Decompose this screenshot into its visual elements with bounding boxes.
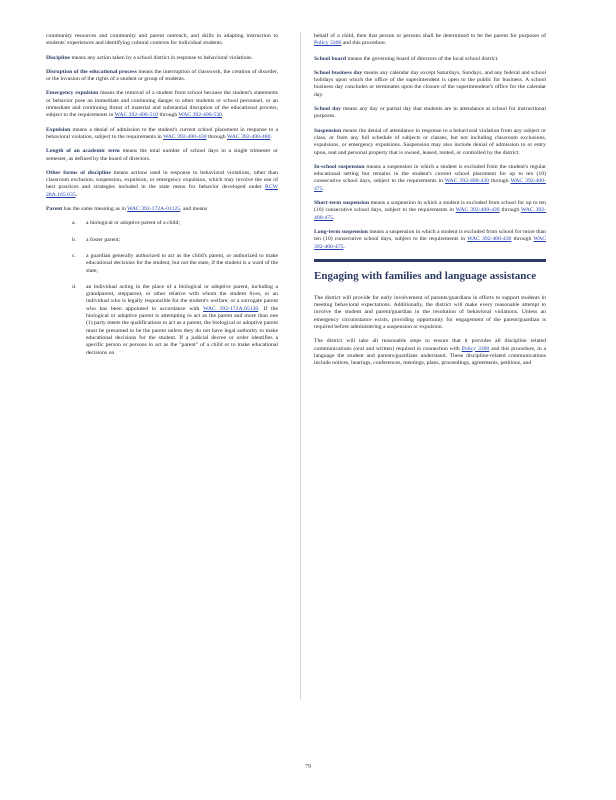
def-long-term-suspension (314, 229, 546, 251)
term-expulsion: Expulsion (46, 126, 71, 133)
def-text: means a suspension in which a student is excluded from school for more than ten (10) consecutive school days, subject to the requirements in (314, 228, 546, 243)
def-parent (46, 206, 278, 213)
def-in-school-suspension (314, 164, 546, 193)
def-school-board (314, 56, 546, 63)
list-item-text: an individual acting in the place of a biological or adoptive parent, including a grandparent, stepparent, or other relative with whom the student lives, or an individual who is legally responsible for the student's welfare; or a surrogate parent who has been appointed in accordance with (86, 283, 278, 312)
def-text: means the governing board of directors of the local school district. (347, 55, 499, 62)
link-wac-392-400-430[interactable]: WAC 392-400-430 (455, 207, 500, 214)
language-paragraph (314, 338, 546, 367)
link-wac-392-172a-05130[interactable]: WAC 392-172A.05130 (203, 305, 259, 312)
def-expulsion (46, 127, 278, 142)
def-text: , and means (180, 206, 208, 213)
def-text: . (75, 191, 78, 198)
def-text: means the interruption of classwork, the creation of disorder, or the invasion of the rights of a student or group of students. (46, 68, 278, 83)
def-text: through (490, 178, 509, 185)
list-item (46, 237, 278, 244)
def-emergency-expulsion (46, 90, 278, 119)
parent-definition-list (46, 220, 278, 356)
def-text: means actions used in response to behavioral violations, other than classroom exclusion, suspension, expulsion, or emergency expulsion, which may involve the use of best practices and strategies included in the state menu for behavior developed under (46, 169, 279, 191)
def-text: means a denial of admission to the student's current school placement in response to a behavioral violation, subject to the requirements in (46, 126, 279, 140)
list-item-text: a guardian generally authorized to act as the child's parent, or authorized to make educational decisions for the student, but not the state, if the student is a ward of the state; (86, 252, 278, 274)
link-wac-392-400-480[interactable]: WAC 392-400-480 (227, 133, 271, 140)
def-text: and this procedure. (342, 40, 387, 47)
def-text: through (159, 112, 178, 119)
list-marker: d. (72, 283, 77, 290)
def-text: . (270, 133, 272, 140)
def-text: means any calendar day except Saturdays, Sundays, and any federal and school holidays upon which the office of the superintendent is open to the public for business. A school business day concludes or terminates upon the closure of the superintendent's office for the calendar day. (314, 69, 547, 98)
list-item-text: a biological or adoptive parent of a child; (86, 220, 180, 227)
link-wac-392-400-530[interactable]: WAC 392-400-530 (178, 112, 222, 119)
link-wac-392-400-475[interactable]: WAC 392-400-475 (314, 178, 546, 192)
def-text: . (322, 185, 324, 192)
list-item (46, 253, 278, 275)
def-short-term-suspension (314, 200, 546, 222)
link-policy-3300[interactable]: Policy 3300 (461, 345, 490, 352)
def-text: means the total number of school days in a single trimester or semester, as defined by the board of directors. (46, 148, 278, 162)
def-other-forms (46, 170, 278, 199)
list-marker: c. (72, 252, 76, 259)
list-item-text: . If the biological or adoptive parent is attempting to act as the parent and more than one (1) party meets the qualifications to act as a parent, the biological or adoptive parent must be presumed to be the parent unless they do not have legal authority to make educational decisions for the student. If a judicial decree or order identifies a specific person or persons to act as the "parent" of a child or to make educational decisions on (86, 305, 278, 356)
list-item-text: a foster parent; (86, 236, 121, 243)
link-policy-3300[interactable]: Policy 3300 (314, 40, 342, 47)
term-parent: Parent (46, 206, 63, 213)
def-text: . (343, 243, 345, 250)
term-business-day: School business day (314, 69, 363, 76)
term-academic-term: Length of an academic term (46, 148, 120, 155)
def-text: means any day or partial day that students are in attendance at school for instructional purposes. (314, 106, 546, 120)
def-text: The district will take all reasonable steps to ensure that it provides all discipline related communications (oral and written) required in connection with (314, 338, 546, 352)
def-text: means the denial of attendance in response to a behavioral violation from any subject or class, or from any full schedule of subjects or classes, but not including classroom exclusions, expulsions, or emergency expulsions. Suspension may also include denial of admission to or entry upon, real and personal property that is owned, leased, rented, or controlled by the district. (314, 127, 546, 156)
list-item (46, 284, 278, 357)
def-business-day (314, 70, 546, 99)
term-discipline: Discipline (46, 54, 71, 61)
term-school-board: School board (314, 55, 347, 62)
term-disruption: Disruption of the educational process (46, 68, 137, 75)
term-long-term-suspension: Long-term suspension (314, 228, 368, 235)
link-rcw-28a-165-035[interactable]: RCW 28A.165.035 (46, 184, 279, 198)
link-wac-392-400-430[interactable]: WAC 392-400-430 (444, 178, 489, 185)
link-wac-392-400-430[interactable]: WAC 392-400-430 (467, 236, 512, 243)
column-divider (300, 32, 301, 700)
def-text: has the same meaning as in (63, 206, 126, 213)
def-text: through (207, 133, 226, 140)
link-wac-392-400-475[interactable]: WAC 392-400-475 (314, 236, 547, 250)
left-column (46, 33, 278, 366)
list-marker: b. (72, 236, 77, 243)
intro-paragraph: community resources and community and parent outreach, and skills in adapting instruction to students' experiences and identifying cultural contexts for individual students. (46, 33, 278, 47)
term-short-term-suspension: Short-term suspension (314, 200, 369, 207)
term-suspension: Suspension (314, 127, 342, 134)
link-wac-392-172a-01125[interactable]: WAC 392-172A-01125 (127, 206, 181, 213)
term-emergency-expulsion: Emergency expulsion (46, 90, 99, 97)
link-wac-392-400-430[interactable]: WAC 392-400-430 (163, 133, 207, 140)
def-text: means a suspension in which a student is excluded from the student's regular educational setting but remains in the student's current school placement for up to ten (10) consecutive school days, subject to the requirements in (314, 163, 546, 185)
def-text: means the removal of a student from school because the student's statements or behavior pose an immediate and continuing danger to other students or school personnel, or an immediate and continuing threat of material and substantial disruption of the educational process, subject to the requirements in (46, 90, 278, 119)
def-text: through (501, 207, 520, 214)
def-disruption (46, 69, 278, 84)
def-text: . (221, 112, 224, 119)
def-text: behalf of a child, then that person or persons shall be determined to be the parent for purposes of (314, 33, 546, 39)
continuation-paragraph (314, 33, 546, 48)
engagement-paragraph: The district will provide for early involvement of parents/guardians in efforts to support students in meeting behavioral expectations. Additionally, the district will make every reasonable attempt to involve the student and parent/guardian in the resolution of behavioral violations. Unless an emergency circumstance exists, providing opportunity for engagement of the parent/guardian is required before administering a suspension or expulsion. (314, 294, 546, 331)
list-marker: a. (72, 220, 76, 227)
term-other-forms: Other forms of discipline (46, 169, 111, 176)
def-school-day (314, 106, 546, 121)
def-suspension (314, 128, 546, 157)
section-rule (314, 259, 546, 262)
list-item (46, 220, 278, 227)
def-text: means any action taken by a school district in response to behavioral violations. (71, 54, 253, 61)
def-academic-term (46, 148, 278, 163)
def-text: and this procedure, in a language the student and parents/guardians understand. These discipline-related communications include notices, hearings, conferences, meetings, plans, proceedings, agreements, petitions, and (314, 345, 547, 367)
term-school-day: School day (314, 106, 341, 113)
def-text: means a suspension in which a student is excluded from school for up to ten (10) consecutive school days, subject to the requirements in (314, 200, 547, 214)
link-wac-392-400-510[interactable]: WAC 392-400-510 (114, 112, 159, 119)
section-heading: Engaging with families and language assistance (314, 269, 537, 282)
right-column (314, 33, 546, 375)
def-text: through (513, 236, 532, 243)
link-wac-392-400-475[interactable]: WAC 392-400-475 (314, 207, 546, 221)
term-in-school-suspension: In-school suspension (314, 163, 365, 170)
def-discipline (46, 55, 278, 62)
def-text: . (332, 214, 335, 221)
page-number: 79 (305, 764, 311, 770)
